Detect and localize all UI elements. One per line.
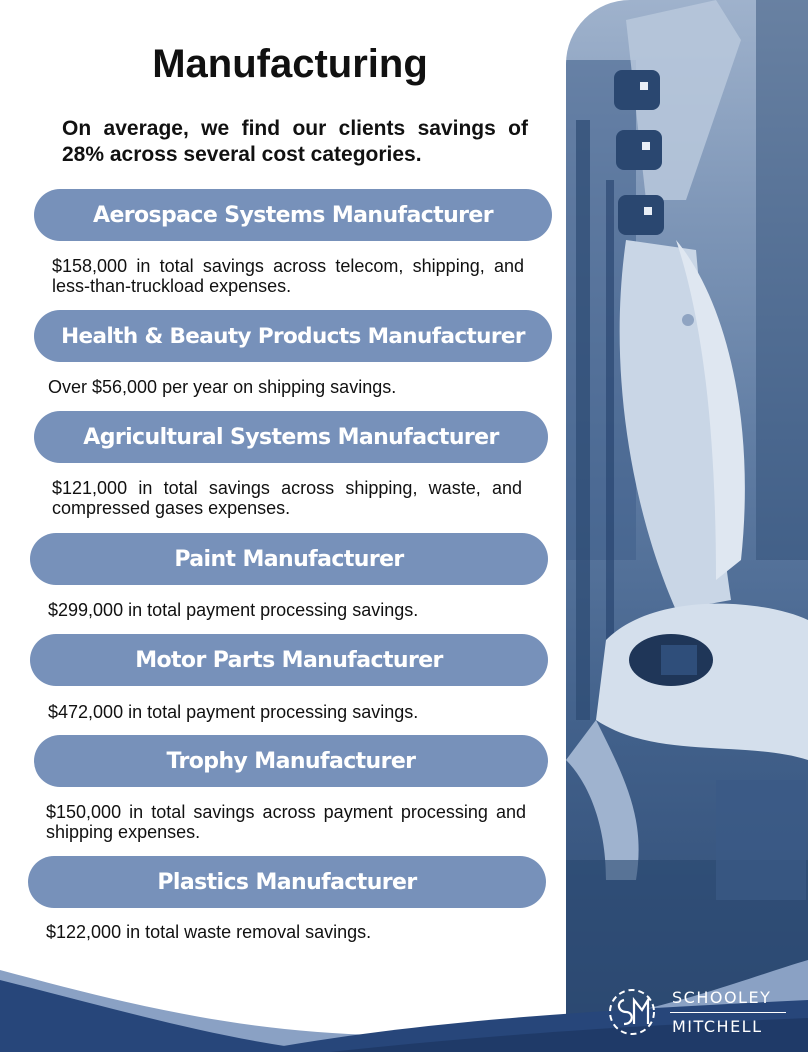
page-title: Manufacturing <box>152 42 428 86</box>
category-pill-plastics: Plastics Manufacturer <box>28 856 546 908</box>
category-detail-agricultural: $121,000 in total savings across shipping, waste, and compressed gases expenses. <box>52 478 522 518</box>
category-detail-paint: $299,000 in total payment processing savings. <box>48 600 419 620</box>
category-pill-health-beauty: Health & Beauty Products Manufacturer <box>34 310 552 362</box>
category-detail-trophy: $150,000 in total savings across payment processing and shipping expenses. <box>46 802 526 842</box>
category-detail-plastics: $122,000 in total waste removal savings. <box>46 922 372 942</box>
robot-arm-photo <box>566 0 808 1052</box>
category-pill-aerospace: Aerospace Systems Manufacturer <box>34 189 552 241</box>
category-pill-paint: Paint Manufacturer <box>30 533 548 585</box>
brand-name-line1: SCHOOLEY <box>672 988 772 1007</box>
category-detail-aerospace: $158,000 in total savings across telecom, shipping, and less-than-truckload expenses. <box>52 256 524 296</box>
sm-monogram-icon <box>604 984 660 1040</box>
category-pill-agricultural: Agricultural Systems Manufacturer <box>34 411 548 463</box>
robot-arm-illustration <box>566 0 808 1052</box>
category-pill-motor-parts: Motor Parts Manufacturer <box>30 634 548 686</box>
category-pill-trophy: Trophy Manufacturer <box>34 735 548 787</box>
brand-logo <box>600 984 800 1040</box>
brand-divider <box>670 1012 786 1013</box>
brand-name-line2: MITCHELL <box>672 1017 763 1036</box>
intro-text: On average, we find our clients savings of 28% across several cost categories. <box>62 117 528 166</box>
category-detail-motor-parts: $472,000 in total payment processing savings. <box>48 702 419 722</box>
category-detail-health-beauty: Over $56,000 per year on shipping savings. <box>48 377 397 397</box>
